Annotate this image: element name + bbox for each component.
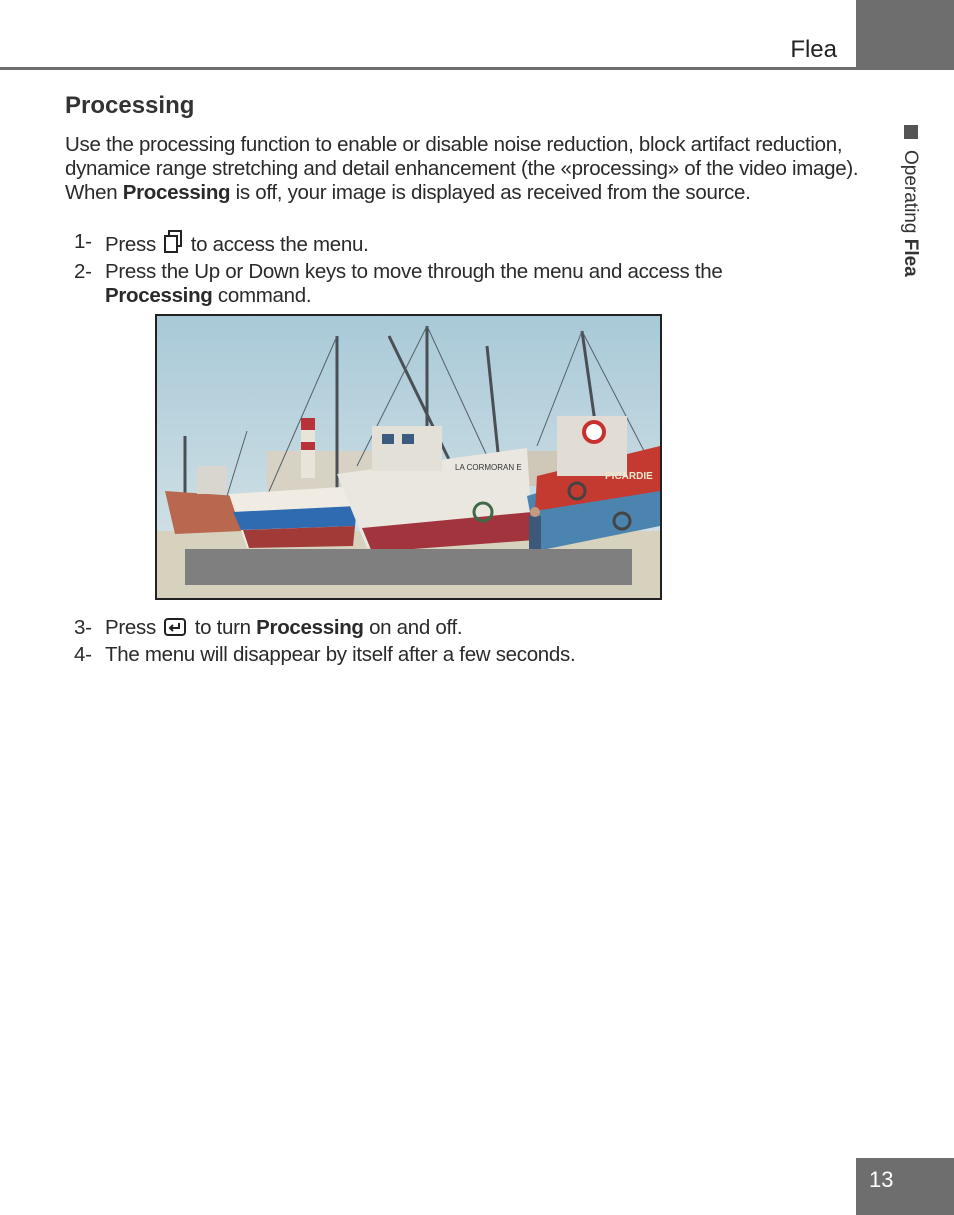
step-item: [65, 230, 865, 260]
header-title: Flea: [790, 36, 837, 63]
chapter-marker-icon: [904, 125, 918, 139]
intro-paragraph: [65, 133, 875, 205]
step-text: on and off.: [363, 616, 463, 639]
intro-text-1: Use the processing function to enable or disable noise reduction, block artifact reduction, dynamice range stretching and detail enhancement (the «processing» of the video image). When: [65, 133, 859, 204]
section-title: Processing: [65, 92, 195, 119]
harbor-photo: [155, 314, 662, 600]
step-text: to access the menu.: [190, 233, 369, 256]
step-number: 4-: [74, 643, 92, 666]
page-number: 13: [869, 1167, 894, 1192]
step-item: [65, 260, 865, 308]
header-tab-block: [856, 0, 954, 70]
boat-name-2: PICARDIE: [605, 471, 653, 482]
enter-return-icon: [163, 617, 187, 643]
menu-pages-icon: [163, 230, 183, 260]
step-item: [65, 643, 865, 667]
step-number: 1-: [74, 230, 92, 253]
step-bold: Processing: [256, 616, 364, 639]
steps-list-bottom: [65, 616, 865, 667]
osd-menu-bar: [185, 549, 632, 585]
intro-bold: Processing: [122, 181, 231, 204]
step-text: command.: [212, 284, 312, 307]
step-text: Press: [105, 616, 156, 639]
step-text: The menu will disappear by itself after a few seconds.: [105, 643, 576, 666]
chapter-label: [895, 150, 925, 310]
chapter-label-prefix: Operating: [900, 150, 921, 234]
chapter-label-bold: Flea: [900, 238, 921, 277]
step-text: Press the Up or Down keys to move through the menu and access the: [105, 260, 723, 283]
step-item: [65, 616, 865, 643]
header-rule: [0, 67, 856, 70]
boat-name-1: LA CORMORAN E: [455, 463, 522, 472]
intro-text-2: is off, your image is displayed as received from the source.: [230, 181, 751, 204]
steps-list-top: [65, 230, 865, 308]
step-number: 2-: [74, 260, 92, 283]
step-text: to turn: [194, 616, 257, 639]
step-bold: Processing: [105, 284, 213, 307]
step-number: 3-: [74, 616, 92, 639]
step-text: Press: [105, 233, 156, 256]
